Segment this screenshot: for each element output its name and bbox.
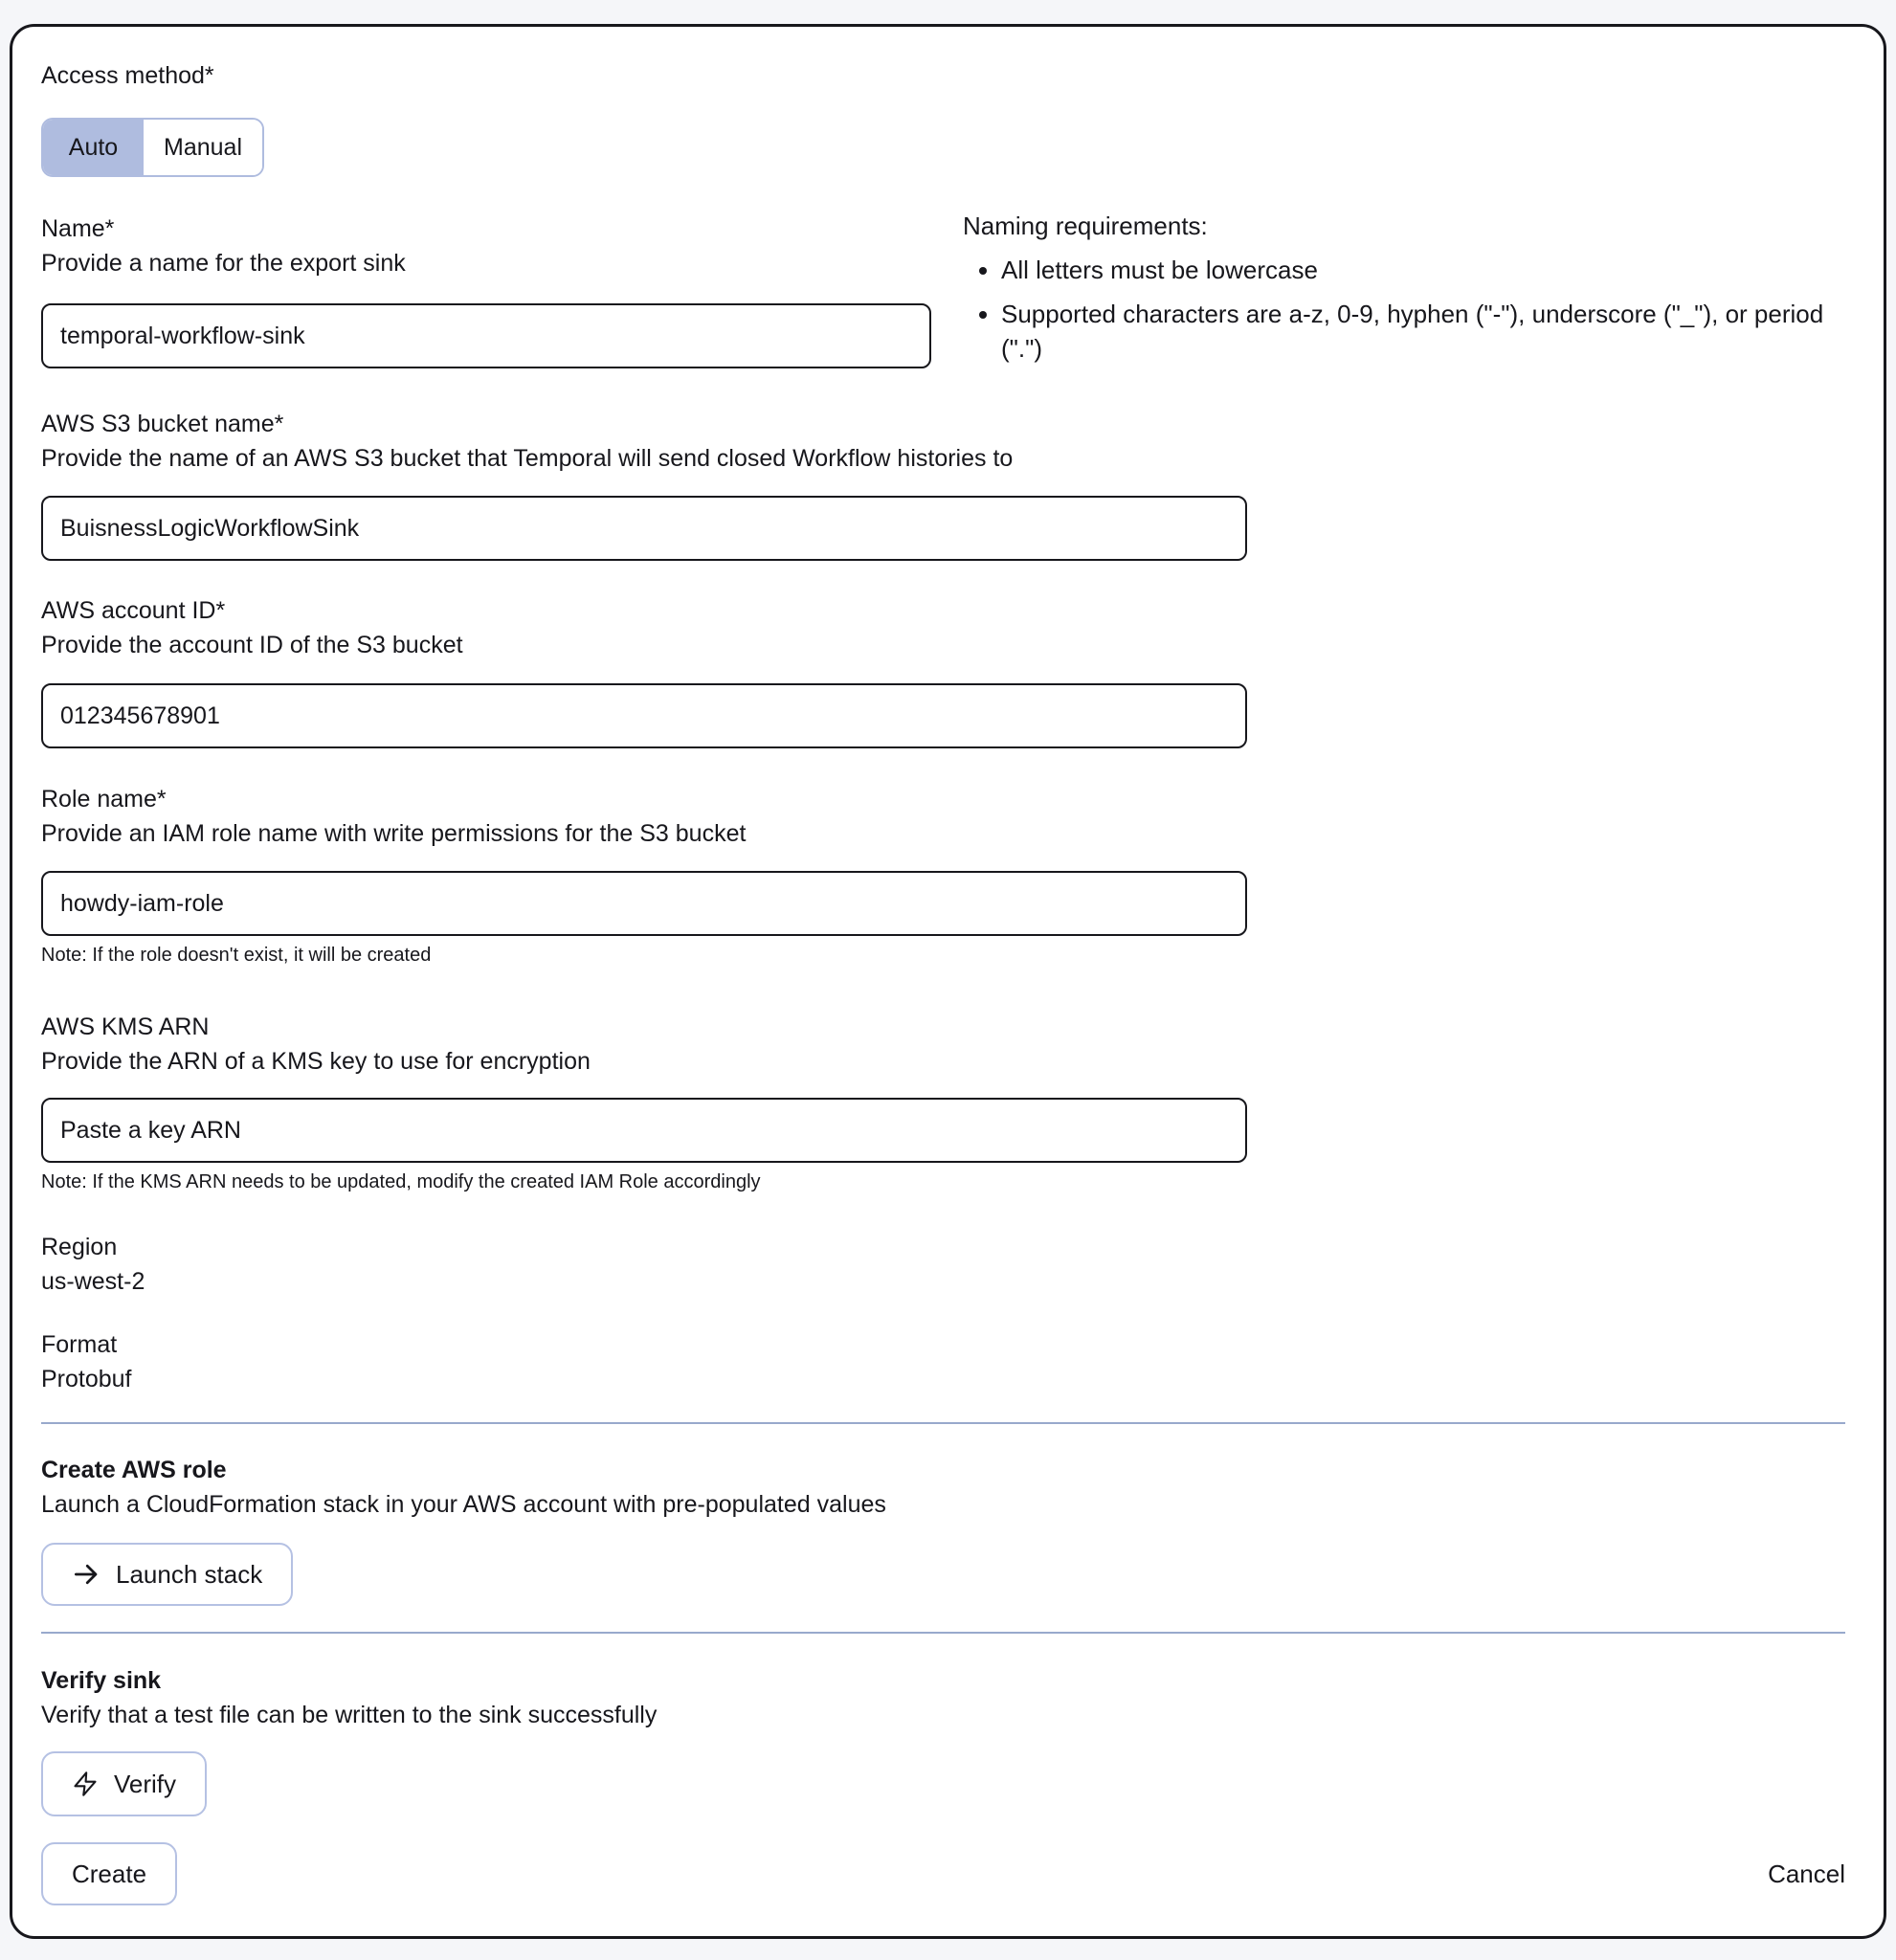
lightning-icon xyxy=(72,1771,99,1797)
s3-bucket-description: Provide the name of an AWS S3 bucket that Temporal will send closed Workflow histories to xyxy=(41,445,1014,472)
arrow-right-icon xyxy=(72,1560,100,1589)
kms-arn-label: AWS KMS ARN xyxy=(41,1013,210,1040)
account-id-input[interactable] xyxy=(41,683,1247,748)
divider xyxy=(41,1632,1845,1634)
account-id-description: Provide the account ID of the S3 bucket xyxy=(41,632,463,658)
access-method-toggle xyxy=(41,118,264,177)
access-method-option-manual[interactable]: Manual xyxy=(144,120,262,175)
create-role-description: Launch a CloudFormation stack in your AWS account with pre-populated values xyxy=(41,1491,886,1518)
role-name-description: Provide an IAM role name with write permissions for the S3 bucket xyxy=(41,820,747,847)
verify-button[interactable] xyxy=(41,1751,207,1816)
name-input[interactable] xyxy=(41,303,931,368)
verify-sink-section-title: Verify sink xyxy=(41,1667,162,1694)
s3-bucket-input[interactable] xyxy=(41,496,1247,561)
access-method-option-auto[interactable]: Auto xyxy=(43,120,144,175)
naming-requirements-list xyxy=(963,253,1853,366)
launch-stack-label: Launch stack xyxy=(116,1559,263,1589)
region-value: us-west-2 xyxy=(41,1268,145,1295)
role-name-input[interactable] xyxy=(41,871,1247,936)
name-description: Provide a name for the export sink xyxy=(41,250,406,277)
kms-arn-note: Note: If the KMS ARN needs to be updated, modify the created IAM Role accordingly xyxy=(41,1171,761,1192)
role-name-label: Role name* xyxy=(41,786,167,813)
export-sink-form-card xyxy=(10,24,1886,1939)
kms-arn-input[interactable] xyxy=(41,1098,1247,1163)
s3-bucket-label: AWS S3 bucket name* xyxy=(41,411,284,437)
form-actions xyxy=(41,1842,1845,1905)
cancel-button[interactable]: Cancel xyxy=(1768,1859,1845,1888)
naming-requirement-item: • All letters must be lowercase xyxy=(1001,253,1853,287)
role-name-note: Note: If the role doesn't exist, it will be created xyxy=(41,945,432,966)
create-button[interactable] xyxy=(41,1842,177,1905)
verify-sink-description: Verify that a test file can be written to the sink successfully xyxy=(41,1702,658,1728)
naming-requirements-title: Naming requirements: xyxy=(963,212,1208,240)
naming-requirement-item: • Supported characters are a-z, 0-9, hyphen ("-"), underscore ("_"), or period (".") xyxy=(1001,297,1853,366)
naming-requirements xyxy=(963,209,1853,366)
kms-arn-description: Provide the ARN of a KMS key to use for encryption xyxy=(41,1048,591,1075)
verify-label: Verify xyxy=(114,1769,177,1798)
region-label: Region xyxy=(41,1234,118,1260)
divider xyxy=(41,1422,1845,1424)
name-label: Name* xyxy=(41,215,115,242)
format-value: Protobuf xyxy=(41,1366,132,1392)
create-label: Create xyxy=(72,1859,147,1888)
access-method-label: Access method* xyxy=(41,62,214,89)
launch-stack-button[interactable] xyxy=(41,1543,293,1606)
create-role-section-title: Create AWS role xyxy=(41,1457,227,1483)
account-id-label: AWS account ID* xyxy=(41,597,226,624)
format-label: Format xyxy=(41,1331,118,1358)
